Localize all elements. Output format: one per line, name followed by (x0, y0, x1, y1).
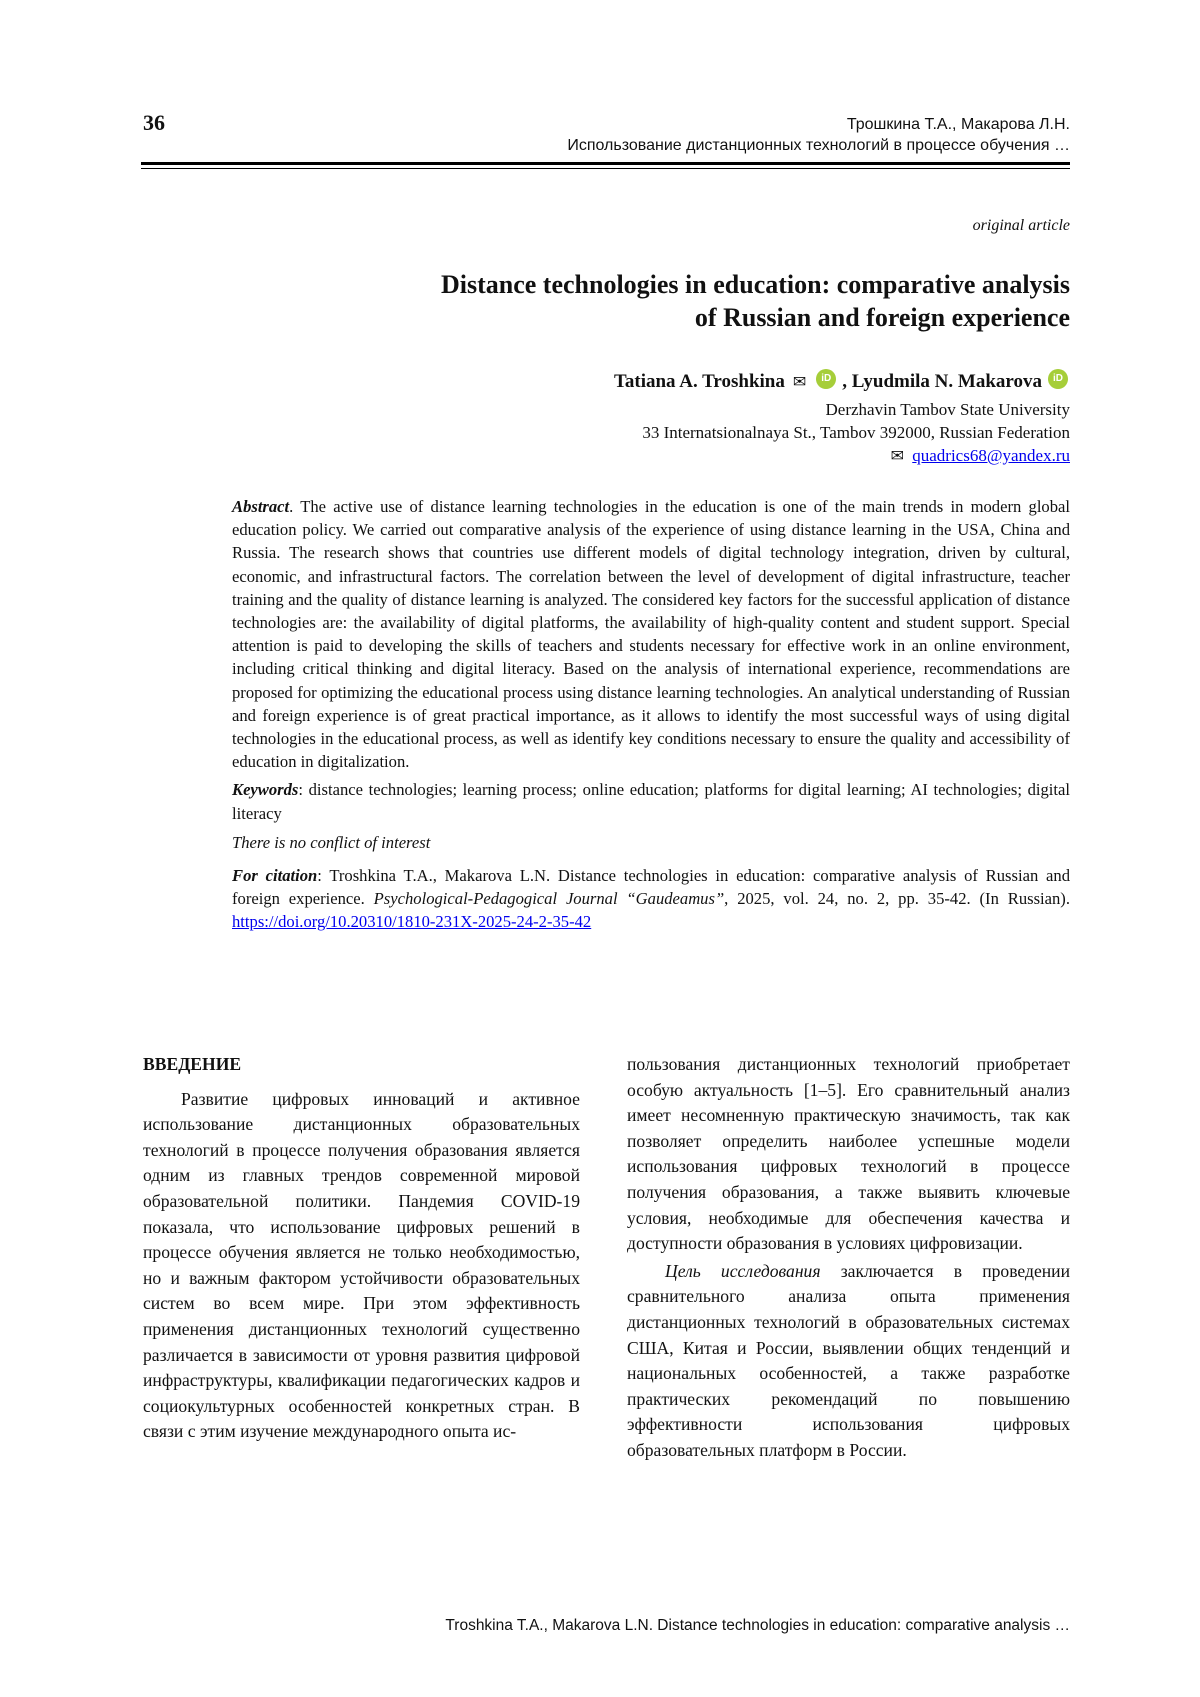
header-rule-thin (141, 168, 1070, 169)
email-link[interactable]: quadrics68@yandex.ru (912, 446, 1070, 465)
keywords-label: Keywords (232, 780, 299, 800)
orcid-icon-2[interactable]: iD (1048, 369, 1068, 389)
citation-details: , 2025, vol. 24, no. 2, pp. 35-42. (In Russian). (724, 889, 1070, 909)
intro-paragraph-1-part-2: пользования дистанционных технологий приобретает особую актуальность [1–5]. Его сравнительный анализ имеет несомненную практическую значимость, так как позволяет определить наиболее успешные модели использования цифровых технологий в процессе получения образования, а также выявить ключевые условия, необходимые для обеспечения качества и доступности образования в условиях цифровизации. (627, 1054, 1070, 1254)
keywords-text: : distance technologies; learning process; online education; platforms for digital learning; AI technologies; digital literacy (232, 780, 1070, 823)
title-line-2: of Russian and foreign experience (694, 303, 1070, 332)
affiliation (642, 398, 1070, 444)
mail-icon[interactable]: ✉ (792, 374, 807, 391)
running-footer: Troshkina T.A., Makarova L.N. Distance technologies in education: comparative analysis … (445, 1617, 1070, 1634)
keywords (232, 778, 1070, 824)
author-line (614, 369, 1070, 395)
intro-paragraph-1-part-1: Развитие цифровых инноваций и активное использование дистанционных образовательных технологий в процессе получения образования является одним из главных трендов современной мировой образовательной политики. Пандемия COVID-19 показала, что использование цифровых решений в процессе обучения является не только необходимостью, но и важным фактором устойчивости образовательных систем во всем мире. При этом эффективность применения дистанционных технологий существенно различается в зависимости от уровня развития цифровой инфраструктуры, квалификации педагогических кадров и социокультурных особенностей конкретных стран. В связи с этим изучение международного опыта ис- (143, 1088, 580, 1442)
citation (232, 864, 1070, 934)
conflict-statement: There is no conflict of interest (232, 832, 431, 852)
citation-text: : Troshkina T.A., Makarova L.N. Distance technologies in education: comparative analysis of Russian and foreign experience. (232, 866, 1070, 909)
article-title (310, 268, 1070, 334)
abstract-text: . The active use of distance learning technologies in the education is one of the main trends in modern global education policy. We carried out comparative analysis of the experience of using distance learning in the USA, China and Russia. The research shows that countries use different models of digital technology integration, driven by cultural, economic, and infrastructural factors. The correlation between the level of development of digital infrastructure, teacher training and the quality of distance learning is analyzed. The considered key factors for the successful application of distance technologies are: the availability of digital platforms, the availability of high-quality content and student support. Special attention is paid to developing the skills of teachers and students necessary for effective work in an online environment, including critical thinking and digital literacy. Based on the analysis of international experience, recommendations are proposed for optimizing the educational process using distance learning technologies. An analytical understanding of Russian and foreign experience is of great practical importance, as it allows to identify the most successful ways of using digital technologies in the educational process, as well as identify key conditions necessary to ensure the quality and accessibility of education in digitalization. (232, 497, 1070, 772)
author-2-name: , Lyudmila N. Makarova (842, 371, 1042, 392)
email-line (887, 446, 1070, 466)
header-rule-thick (141, 162, 1070, 165)
intro-paragraph-goal (627, 1259, 1070, 1464)
envelope-icon: ✉ (890, 448, 904, 465)
body-column-left (143, 1052, 580, 1445)
orcid-icon[interactable]: iD (816, 369, 836, 389)
running-header (567, 114, 1070, 156)
affiliation-university: Derzhavin Tambov State University (825, 400, 1070, 419)
running-header-authors: Трошкина Т.А., Макарова Л.Н. (846, 116, 1070, 133)
abstract-label: Abstract (232, 497, 290, 516)
page-number: 36 (143, 110, 165, 135)
citation-journal: Psychological-Pedagogical Journal “Gaudeamus” (373, 889, 725, 909)
section-heading-introduction: ВВЕДЕНИЕ (143, 1054, 242, 1074)
running-header-title: Использование дистанционных технологий в процессе обучения … (567, 137, 1070, 154)
title-line-1: Distance technologies in education: comparative analysis (440, 270, 1070, 299)
citation-label: For citation (232, 866, 318, 886)
affiliation-address: 33 Internatsionalnaya St., Tambov 392000, Russian Federation (642, 423, 1070, 442)
author-1-name: Tatiana A. Troshkina (613, 371, 785, 392)
article-type: original article (972, 217, 1070, 234)
goal-text: заключается в проведении сравнительного анализа опыта применения дистанционных технологий в образовательных системах США, Китая и России, выявлении общих тенденций и национальных особенностей, а также разработке практических рекомендаций по повышению эффективности использования цифровых образовательных платформ в России. (627, 1260, 1070, 1460)
body-column-right (627, 1052, 1070, 1464)
abstract-block (232, 495, 1070, 934)
abstract (232, 495, 1070, 773)
doi-link[interactable]: https://doi.org/10.20310/1810-231X-2025-24-2-35-42 (232, 912, 592, 932)
goal-label: Цель исследования (665, 1260, 821, 1281)
